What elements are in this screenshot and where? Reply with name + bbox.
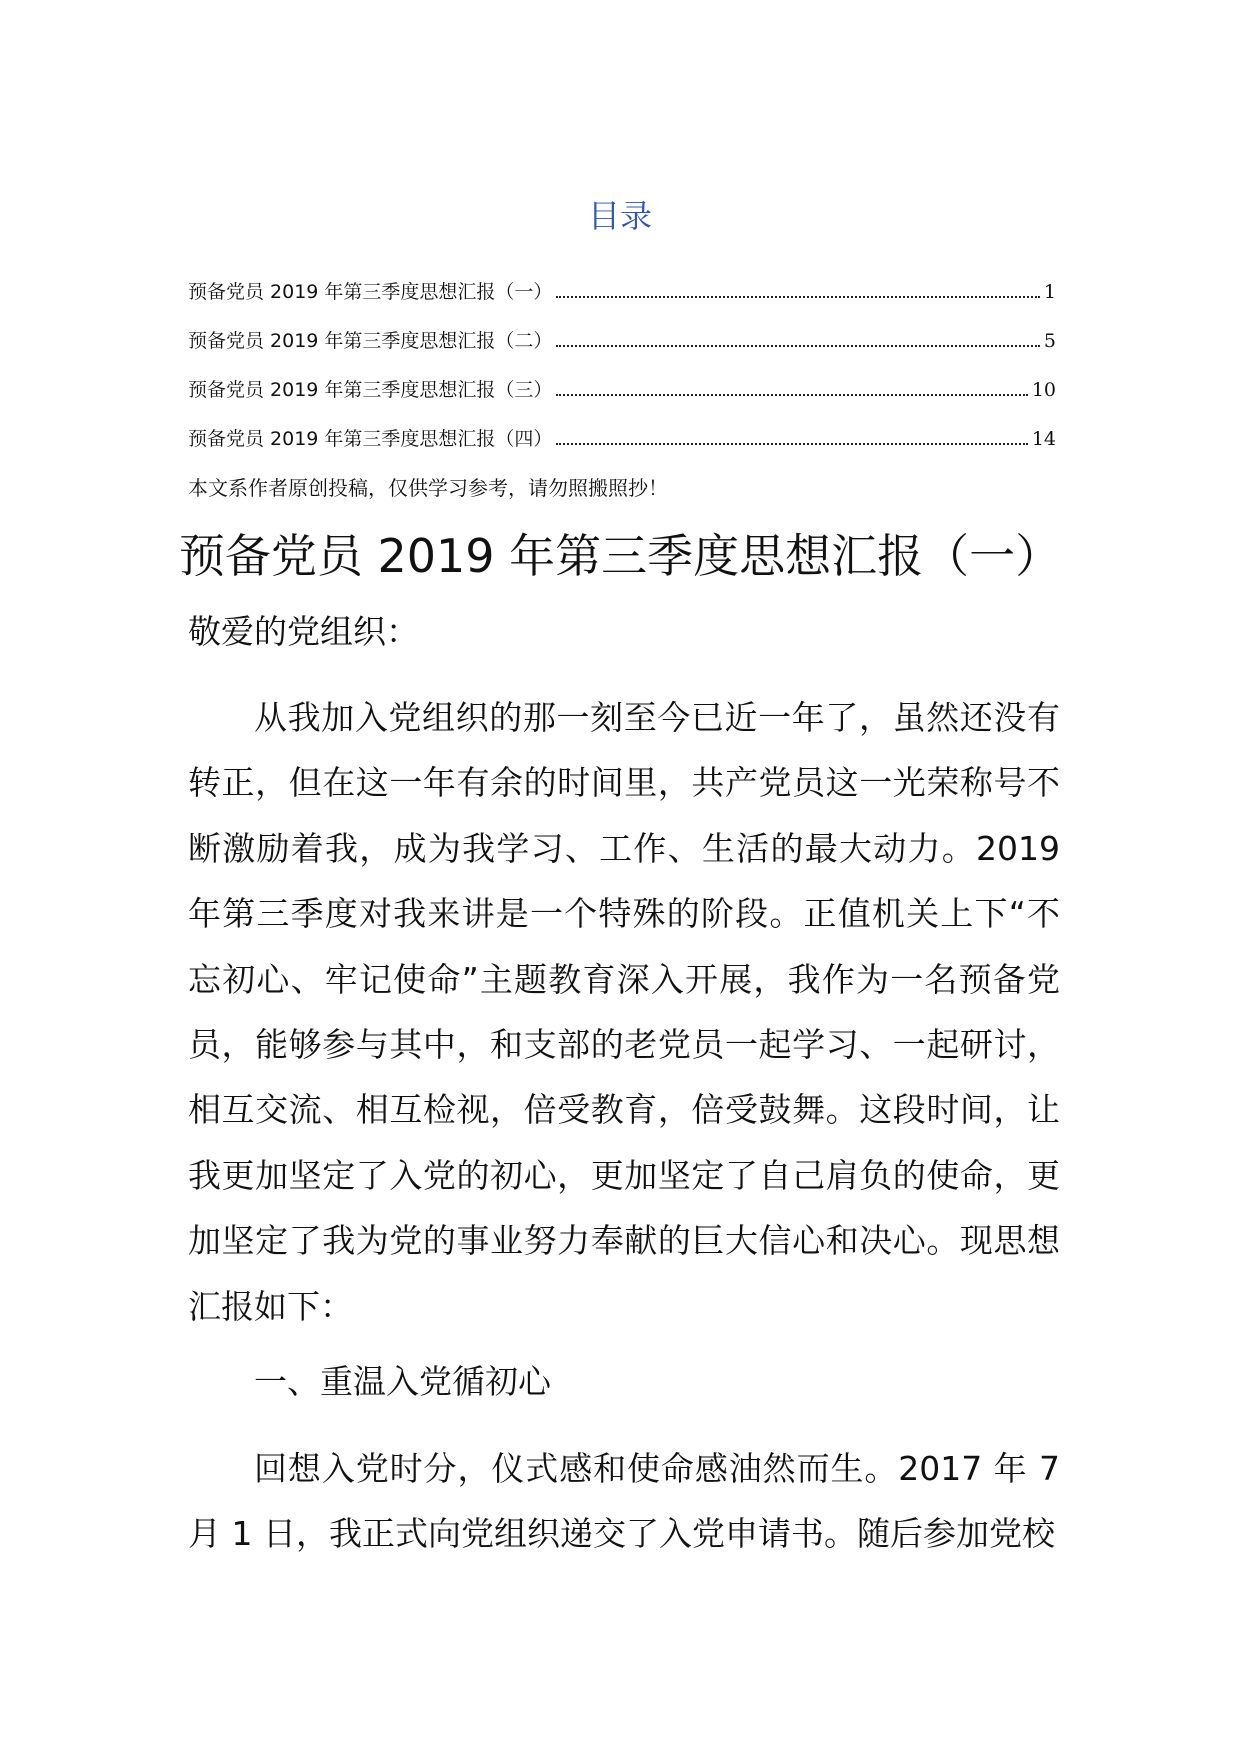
toc-dot-leader [556,394,1027,396]
toc-entry-title: 预备党员 2019 年第三季度思想汇报（四） [188,428,553,450]
toc-entry[interactable] [188,425,1056,453]
toc-entry[interactable] [188,278,1056,306]
toc-entry-title: 预备党员 2019 年第三季度思想汇报（三） [188,379,553,401]
toc-heading: 目录 [587,197,652,235]
body-paragraph: 回想入党时分，仪式感和使命感油然而生。2017 年 7 月 1 日，我正式向党组织递交了入党申请书。随后参加党校 [188,1449,1060,1554]
copyright-note: 本文系作者原创投稿，仅供学习参考，请勿照搬照抄！ [188,476,668,500]
toc-dot-leader [556,345,1039,347]
salutation: 敬爱的党组织： [188,612,419,651]
toc-dot-leader [556,443,1027,445]
body-paragraph: 从我加入党组织的那一刻至今已近一年了，虽然还没有转正，但在这一年有余的时间里，共产党员这一光荣称号不断激励着我，成为我学习、工作、生活的最大动力。2019 年第三季度对我来讲是一个特殊的阶段。正值机关上下“不忘初心、牢记使命”主题教育深入开展，我作为一名预备党员，能够参与其中，和支部的老党员一起学习、一起研讨，相互交流、相互检视，倍受教育，倍受鼓舞。这段时间，让我更加坚定了入党的初心，更加坚定了自己肩负的使命，更加坚定了我为党的事业努力奉献的巨大信心和决心。现思想汇报如下： [188,698,1060,1326]
toc-entry-page: 10 [1031,379,1056,401]
toc-entry-page: 1 [1043,281,1056,303]
toc-entry[interactable] [188,327,1056,355]
document-title: 预备党员 2019 年第三季度思想汇报（一） [178,529,1062,583]
section-heading: 一、重温入党循初心 [254,1362,551,1401]
toc-entry-page: 14 [1031,428,1056,450]
toc-entry-title: 预备党员 2019 年第三季度思想汇报（二） [188,330,553,352]
toc-entry-title: 预备党员 2019 年第三季度思想汇报（一） [188,281,553,303]
toc-entry[interactable] [188,376,1056,404]
toc-entry-page: 5 [1043,330,1056,352]
toc-dot-leader [556,296,1039,298]
